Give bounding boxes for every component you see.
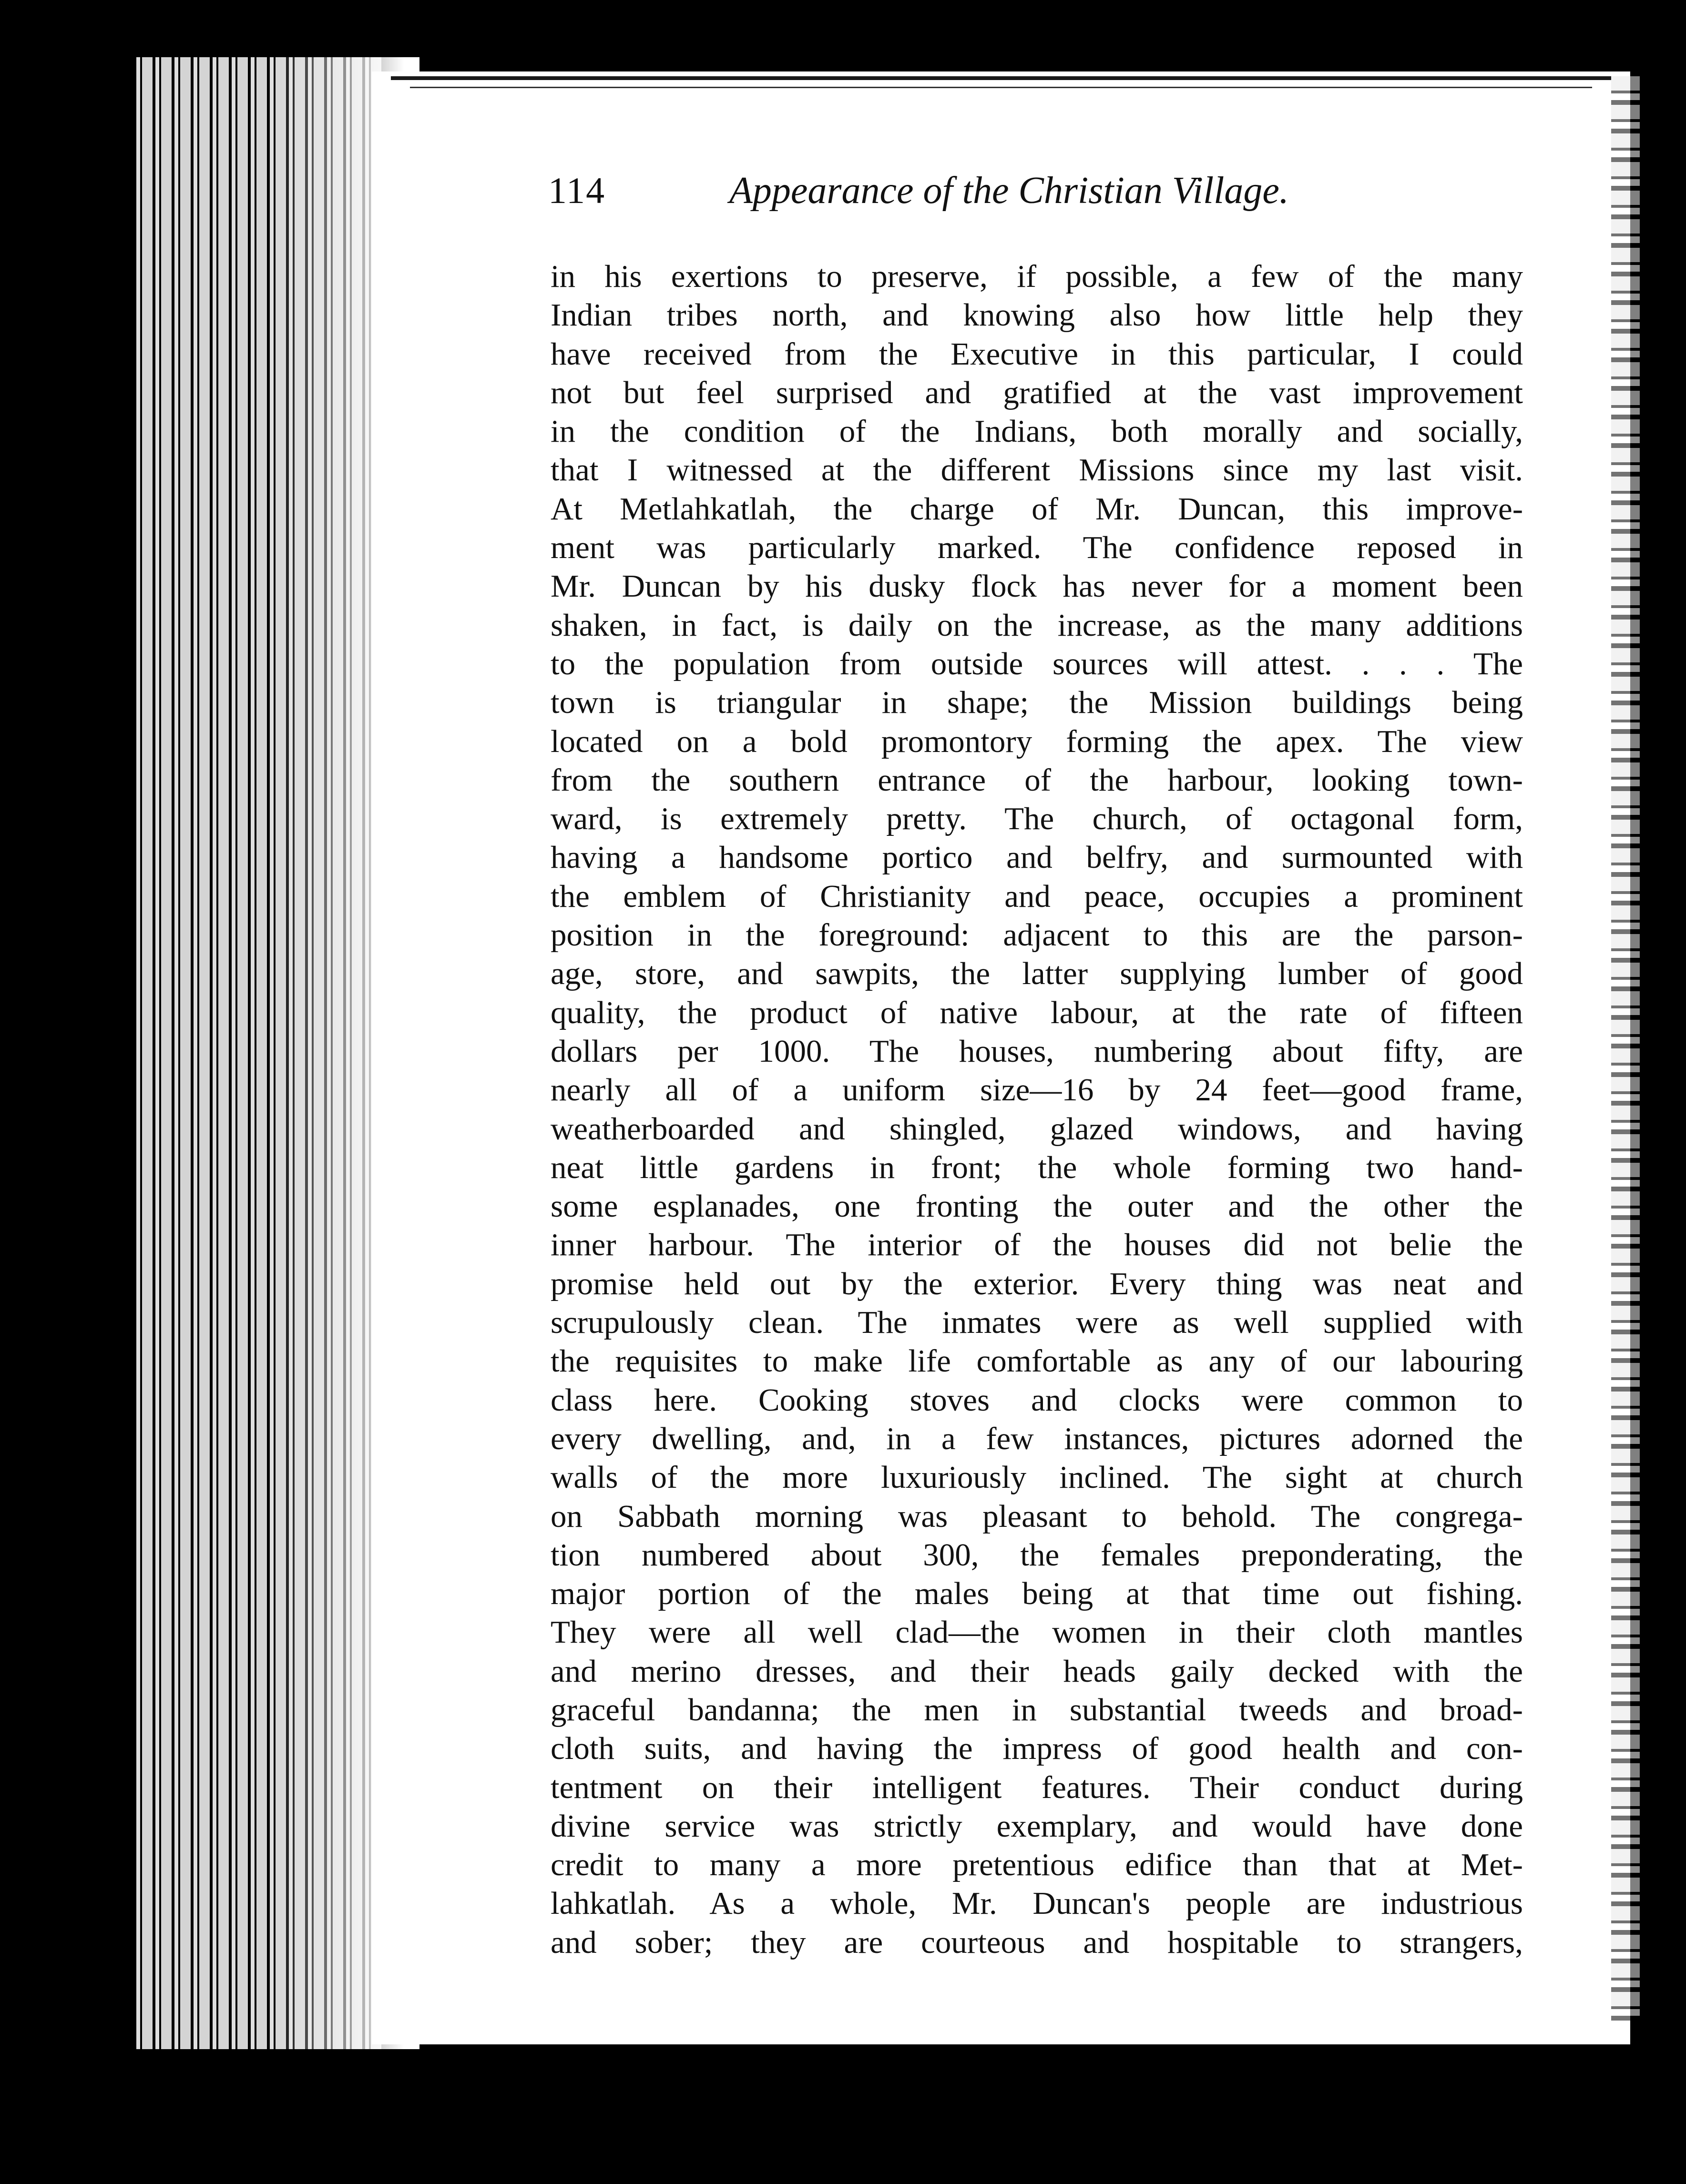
text-line: the emblem of Christianity and peace, occupies a prominent [551, 878, 1523, 914]
text-line: shaken, in fact, is daily on the increase, as the many additions [551, 607, 1523, 643]
page-number: 114 [548, 170, 606, 211]
book-edge-right [1611, 76, 1640, 2021]
text-line: promise held out by the exterior. Every thing was neat and [551, 1266, 1523, 1301]
text-line: divine service was strictly exemplary, and would have done [551, 1808, 1523, 1844]
text-line: Mr. Duncan by his dusky flock has never for a moment been [551, 569, 1523, 604]
text-line: ment was particularly marked. The confidence reposed in [551, 530, 1523, 566]
page-top-edge [391, 76, 1611, 80]
book-edge-fade [267, 57, 419, 2049]
text-line: graceful bandanna; the men in substantial tweeds and broad- [551, 1692, 1523, 1727]
text-line: nearly all of a uniform size—16 by 24 feet—good frame, [551, 1072, 1523, 1108]
text-line: from the southern entrance of the harbour, looking town- [551, 762, 1523, 798]
text-line: lahkatlah. As a whole, Mr. Duncan's people are industrious [551, 1886, 1523, 1921]
text-line: have received from the Executive in this particular, I could [551, 336, 1523, 372]
text-line: weatherboarded and shingled, glazed windows, and having [551, 1111, 1523, 1147]
text-line: in his exertions to preserve, if possible, a few of the many [551, 259, 1523, 294]
text-line: credit to many a more pretentious edifice than that at Met- [551, 1847, 1523, 1883]
text-line: tion numbered about 300, the females preponderating, the [551, 1537, 1523, 1573]
text-line: on Sabbath morning was pleasant to behold. The congrega- [551, 1498, 1523, 1534]
text-line: inner harbour. The interior of the houses did not belie the [551, 1227, 1523, 1263]
text-line: quality, the product of native labour, at the rate of fifteen [551, 995, 1523, 1030]
text-line: located on a bold promontory forming the apex. The view [551, 723, 1523, 759]
text-line: ward, is extremely pretty. The church, of octagonal form, [551, 801, 1523, 837]
text-line: the requisites to make life comfortable as any of our labouring [551, 1343, 1523, 1379]
text-line: cloth suits, and having the impress of good health and con- [551, 1731, 1523, 1767]
text-line: tentment on their intelligent features. Their conduct during [551, 1769, 1523, 1805]
text-line: town is triangular in shape; the Mission buildings being [551, 685, 1523, 721]
text-line: scrupulously clean. The inmates were as well supplied with [551, 1305, 1523, 1341]
text-line: not but feel surprised and gratified at the vast improvement [551, 375, 1523, 410]
text-line: major portion of the males being at that time out fishing. [551, 1576, 1523, 1612]
text-line: At Metlahkatlah, the charge of Mr. Duncan, this improve- [551, 491, 1523, 527]
page-top-edge-secondary [410, 87, 1592, 88]
page-header [548, 169, 1530, 222]
text-line: age, store, and sawpits, the latter supplying lumber of good [551, 956, 1523, 992]
text-line: and sober; they are courteous and hospitable to strangers, [551, 1924, 1523, 1960]
text-line: neat little gardens in front; the whole forming two hand- [551, 1149, 1523, 1185]
text-line: class here. Cooking stoves and clocks were common to [551, 1382, 1523, 1418]
text-line: dollars per 1000. The houses, numbering about fifty, are [551, 1033, 1523, 1069]
text-line: some esplanades, one fronting the outer and the other the [551, 1189, 1523, 1224]
text-line: that I witnessed at the different Missions since my last visit. [551, 452, 1523, 488]
text-line: having a handsome portico and belfry, and surmounted with [551, 840, 1523, 875]
text-line: walls of the more luxuriously inclined. The sight at church [551, 1460, 1523, 1495]
text-line: position in the foreground: adjacent to this are the parson- [551, 917, 1523, 953]
text-line: to the population from outside sources will attest. . . . The [551, 646, 1523, 681]
text-line: Indian tribes north, and knowing also how little help they [551, 297, 1523, 333]
body-text [551, 257, 1523, 1962]
text-line: They were all well clad—the women in their cloth mantles [551, 1615, 1523, 1650]
text-line: and merino dresses, and their heads gaily decked with the [551, 1653, 1523, 1689]
text-line: in the condition of the Indians, both morally and socially, [551, 414, 1523, 449]
text-line: every dwelling, and, in a few instances, pictures adorned the [551, 1421, 1523, 1456]
running-head: Appearance of the Christian Village. [729, 170, 1289, 212]
